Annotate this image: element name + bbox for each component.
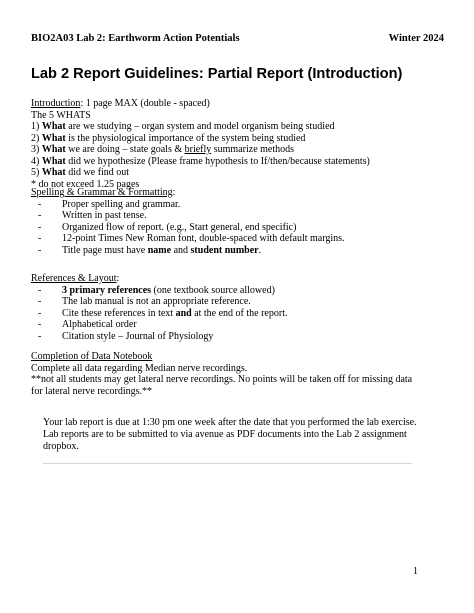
list-item-emphasis: and [175, 307, 192, 319]
list-item [31, 222, 451, 234]
item-text: did we hypothesize (Please frame hypothesis to If/then/because statements) [65, 155, 370, 167]
what-item [31, 133, 451, 145]
list-item [31, 331, 451, 343]
list-item [31, 296, 451, 308]
what-item [31, 121, 451, 133]
spelling-heading-line [31, 187, 451, 199]
spelling-section [31, 187, 451, 256]
bullet-dash: - [38, 307, 42, 319]
what-item [31, 144, 451, 156]
bullet-dash: - [38, 233, 42, 244]
page-limit-note: * do not exceed 1.25 pages [31, 178, 140, 190]
notebook-heading: Completion of Data Notebook [31, 351, 153, 362]
introduction-heading: Introduction [31, 98, 81, 109]
list-item-text: Organized flow of report. (e.g., Start general, end specific) [62, 221, 297, 233]
list-item-text: (one textbook source allowed) [151, 284, 275, 296]
heading-colon: : [172, 187, 176, 198]
references-heading: References & Layout [31, 273, 117, 284]
list-item-text: 12-point Times New Roman font, double-spaced with default margins. [62, 233, 345, 244]
list-item-text: . [258, 244, 262, 256]
list-item-emphasis: name [147, 244, 172, 256]
deadline-text: dropbox. [43, 441, 79, 452]
item-keyword: What [41, 167, 66, 178]
list-item-text: Citation style – Journal of Physiology [62, 330, 214, 342]
list-item-text: Title page must have [62, 244, 148, 256]
term-label: Winter 2024 [388, 33, 444, 44]
item-text: did we find out [65, 167, 130, 178]
item-number: 5) [31, 167, 40, 178]
spelling-bullet-list [31, 199, 451, 257]
course-lab-title: BIO2A03 Lab 2: Earthworm Action Potentials [31, 33, 240, 44]
page-number: 1 [413, 566, 418, 577]
bullet-dash: - [38, 198, 42, 210]
deadline-text: Lab reports are to be submitted to via avenue as PDF documents into the Lab 2 assignment [43, 429, 407, 440]
list-item-text: and [171, 244, 191, 256]
list-item-text: Alphabetical order [62, 319, 137, 330]
list-item [31, 199, 451, 211]
notebook-section [31, 351, 451, 397]
bullet-dash: - [38, 284, 42, 296]
page-header [31, 33, 444, 47]
bullet-dash: - [38, 244, 42, 256]
five-whats-heading: The 5 WHATS [31, 109, 91, 121]
item-number: 3) [31, 144, 40, 155]
item-keyword: What [41, 132, 66, 144]
item-keyword: What [41, 144, 66, 155]
list-item-emphasis: 3 primary references [62, 284, 152, 296]
item-text: summarize methods [211, 144, 295, 155]
heading-colon: : [116, 273, 120, 284]
notebook-text: Complete all data regarding Median nerve recordings. [31, 362, 248, 374]
item-text: is the physiological importance of the system being studied [65, 132, 306, 144]
item-text: we are doing – state goals & [65, 144, 185, 155]
item-keyword: What [41, 155, 66, 167]
what-item [31, 167, 451, 179]
deadline-text: Your lab report is due at 1:30 pm one week after the date that you performed the lab exercise. [43, 417, 417, 428]
bullet-dash: - [38, 210, 42, 221]
references-heading-line [31, 273, 451, 285]
bullet-dash: - [38, 330, 42, 342]
list-item [31, 245, 451, 257]
bullet-dash: - [38, 296, 42, 307]
list-item [31, 285, 451, 297]
references-section [31, 273, 451, 342]
notebook-text: for lateral nerve recordings.** [31, 385, 153, 397]
what-item [31, 156, 451, 168]
notebook-text: **not all students may get lateral nerve recordings. No points will be taken off for missing data [31, 374, 413, 385]
list-item-text: Proper spelling and grammar. [62, 198, 181, 210]
document-title: Lab 2 Report Guidelines: Partial Report (Introduction) [31, 66, 403, 82]
list-item [31, 233, 451, 245]
references-bullet-list [31, 285, 451, 343]
item-emphasis: briefly [184, 144, 212, 155]
item-number: 2) [31, 132, 40, 144]
list-item-text: at the end of the report. [191, 307, 288, 319]
horizontal-divider [43, 463, 412, 464]
list-item-text: Cite these references in text [62, 307, 176, 319]
bullet-dash: - [38, 319, 42, 330]
introduction-heading-line [31, 98, 451, 110]
list-item [31, 210, 451, 222]
item-number: 4) [31, 155, 40, 167]
introduction-length-note: : 1 page MAX (double - spaced) [80, 98, 210, 109]
deadline-paragraph [43, 417, 443, 453]
item-keyword: What [41, 121, 66, 132]
spelling-heading: Spelling & Grammar & Formatting [31, 187, 173, 198]
item-text: are we studying – organ system and model organism being studied [65, 121, 335, 132]
list-item-emphasis: student number [190, 244, 259, 256]
list-item-text: Written in past tense. [62, 210, 147, 221]
list-item [31, 319, 451, 331]
bullet-dash: - [38, 221, 42, 233]
item-number: 1) [31, 121, 40, 132]
list-item-text: The lab manual is not an appropriate reference. [62, 296, 251, 307]
introduction-section [31, 98, 451, 190]
list-item [31, 308, 451, 320]
